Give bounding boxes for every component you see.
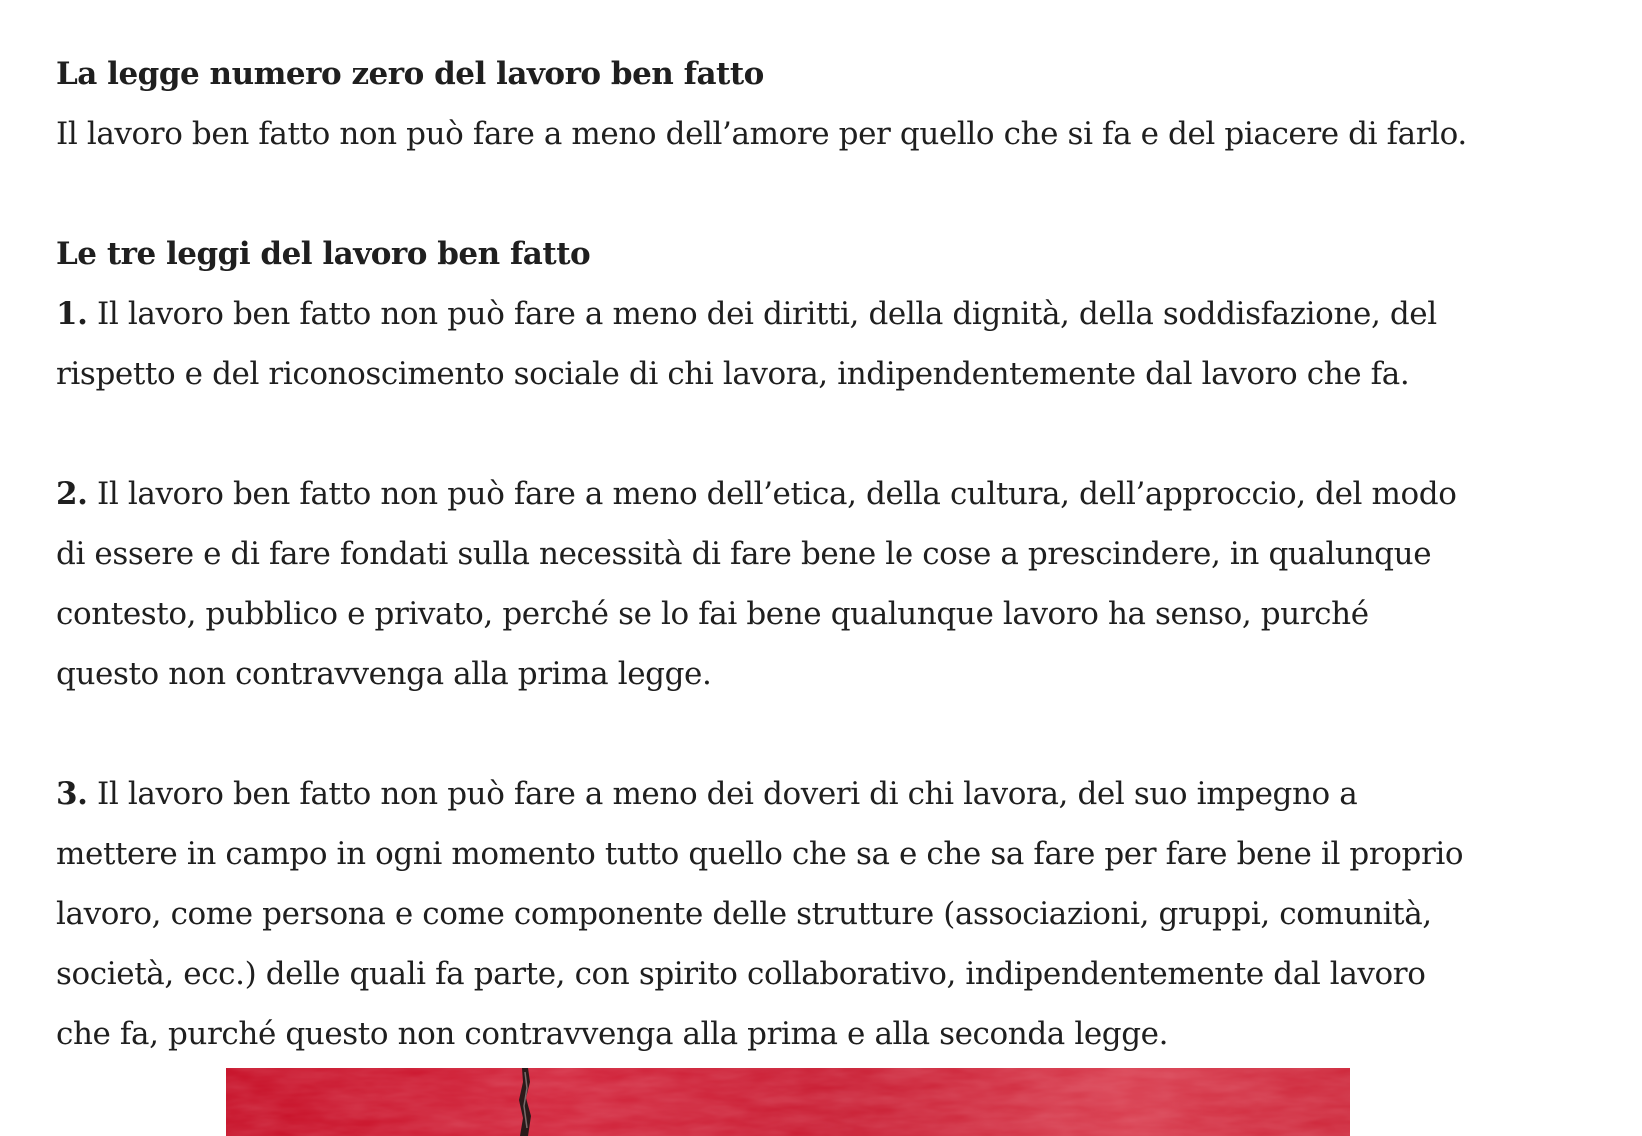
red-painting-icon (226, 1068, 1350, 1136)
law-3 (56, 764, 1596, 1064)
law-zero-text: Il lavoro ben fatto non può fare a meno dell’amore per quello che si fa e del piacere di farlo. (56, 116, 1467, 152)
law-3-line: lavoro, come persona e come componente delle strutture (associazioni, gruppi, comunità, (56, 896, 1432, 932)
law-2-line-text: Il lavoro ben fatto non può fare a meno dell’etica, della cultura, dell’approccio, del modo (97, 476, 1457, 512)
law-3-number: 3. (56, 776, 88, 812)
law-3-line: mettere in campo in ogni momento tutto quello che sa e che sa fare per fare bene il proprio (56, 836, 1464, 872)
spacer (56, 704, 1596, 764)
law-zero-title: La legge numero zero del lavoro ben fatto (56, 56, 764, 92)
law-2-line: questo non contravvenga alla prima legge. (56, 656, 712, 692)
law-3-line (56, 764, 1596, 824)
law-1-line-text: Il lavoro ben fatto non può fare a meno dei diritti, della dignità, della soddisfazione, del (97, 296, 1437, 332)
law-1-number: 1. (56, 296, 88, 332)
three-laws-title: Le tre leggi del lavoro ben fatto (56, 236, 591, 272)
law-2 (56, 464, 1596, 704)
law-1 (56, 284, 1596, 404)
law-2-line: di essere e di fare fondati sulla necessità di fare bene le cose a prescindere, in qualunque (56, 536, 1432, 572)
law-3-line: società, ecc.) delle quali fa parte, con spirito collaborativo, indipendentemente dal lavoro (56, 956, 1426, 992)
law-2-line: contesto, pubblico e privato, perché se lo fai bene qualunque lavoro ha senso, purché (56, 596, 1369, 632)
law-1-line: rispetto e del riconoscimento sociale di chi lavora, indipendentemente dal lavoro che fa. (56, 356, 1410, 392)
spacer (56, 164, 1596, 224)
spacer (56, 404, 1596, 464)
law-2-line (56, 464, 1596, 524)
law-3-line: che fa, purché questo non contravvenga alla prima e alla seconda legge. (56, 1016, 1169, 1052)
article-body (56, 44, 1596, 1064)
law-3-line-text: Il lavoro ben fatto non può fare a meno dei doveri di chi lavora, del suo impegno a (97, 776, 1358, 812)
red-painting-image (226, 1068, 1350, 1136)
law-1-line (56, 284, 1596, 344)
law-2-number: 2. (56, 476, 88, 512)
